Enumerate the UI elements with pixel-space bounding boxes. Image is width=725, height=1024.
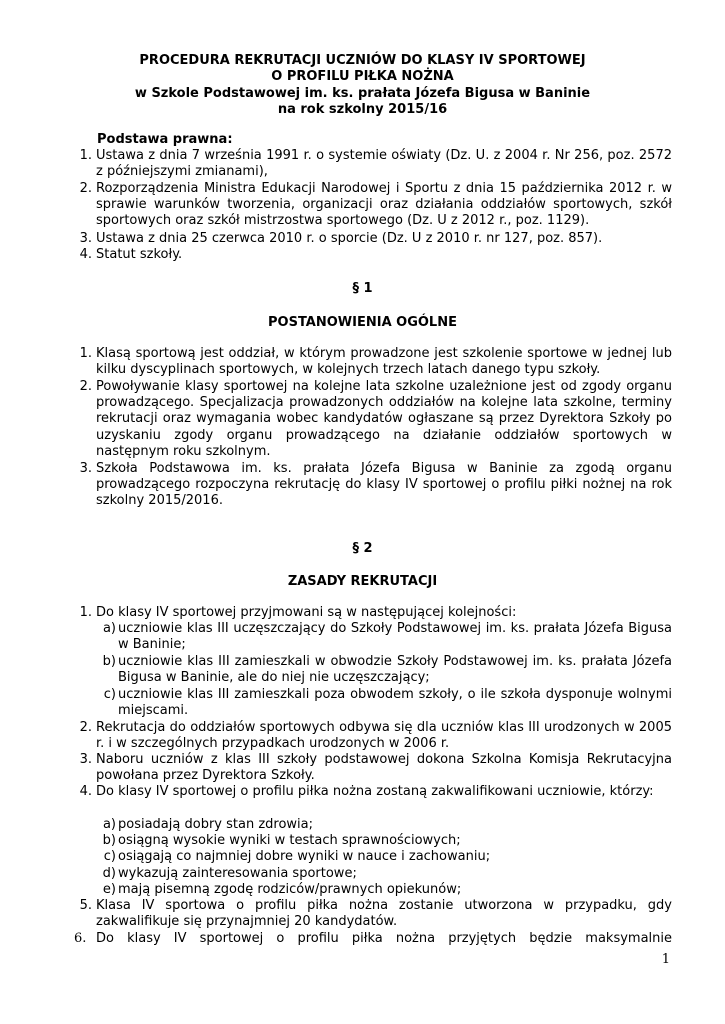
section-2-item	[79, 605, 672, 621]
item-text: Szkoła Podstawowa im. ks. prałata Józefa Bigusa w Baninie za zgodą organu prowadzącego rozpoczyna rekrutację do klasy IV sportowej o profilu piłki nożnej na rok szkolny 2015/2016.	[96, 461, 672, 509]
item-number: 5.	[79, 898, 92, 913]
section-1-item	[79, 346, 672, 378]
section-2-item	[79, 720, 672, 752]
subitem-letter: a)	[102, 621, 116, 636]
item-text: Statut szkoły.	[96, 247, 183, 262]
section-2-subitem	[102, 654, 672, 686]
section-1-item	[79, 461, 672, 510]
subitem-text: uczniowie klas III zamieszkali poza obwodem szkoły, o ile szkoła dysponuje wolnymi miejscami.	[118, 687, 672, 719]
page-number: 1	[661, 952, 670, 967]
item-number: 2.	[79, 181, 92, 196]
section-1-heading: POSTANOWIENIA OGÓLNE	[268, 315, 457, 330]
subitem-text: posiadają dobry stan zdrowia;	[118, 817, 313, 832]
item-number: 3.	[79, 231, 92, 246]
item-number: 1.	[79, 346, 92, 361]
subitem-letter: b)	[102, 654, 116, 669]
section-2-item	[79, 784, 672, 800]
item-text: Do klasy IV sportowej o profilu piłka nożna przyjętych będzie maksymalnie	[96, 931, 672, 946]
subitem-text: osiągają co najmniej dobre wyniki w nauce i zachowaniu;	[118, 849, 491, 864]
subitem-text: uczniowie klas III uczęszczający do Szkoły Podstawowej im. ks. prałata Józefa Bigusa w Baninie;	[118, 621, 672, 653]
section-2-subitem	[102, 817, 672, 833]
section-2-subitem	[103, 687, 672, 719]
title-line-3: w Szkole Podstawowej im. ks. prałata Józefa Bigusa w Baninie	[134, 86, 591, 101]
item-text: Naboru uczniów z klas III szkoły podstawowej dokona Szkolna Komisja Rekrutacyjna powołana przez Dyrektora Szkoły.	[96, 752, 672, 784]
subitem-text: mają pisemną zgodę rodziców/prawnych opiekunów;	[118, 882, 462, 897]
subitem-text: uczniowie klas III zamieszkali w obwodzie Szkoły Podstawowej im. ks. prałata Józefa Bigusa w Baninie, ale do niej nie uczęszczający;	[118, 654, 672, 686]
subitem-letter: c)	[103, 849, 116, 864]
item-number: 3.	[79, 461, 92, 476]
section-2-item	[79, 752, 672, 784]
legal-basis-item	[79, 181, 672, 230]
item-number: 6.	[74, 931, 87, 946]
item-number: 1.	[79, 148, 92, 163]
subitem-letter: c)	[103, 687, 116, 702]
item-number: 4.	[79, 247, 92, 262]
item-number: 2.	[79, 379, 92, 394]
item-number: 1.	[79, 605, 92, 620]
subitem-text: wykazują zainteresowania sportowe;	[118, 866, 357, 881]
section-1-item	[79, 379, 672, 460]
section-2-subitem	[103, 849, 672, 865]
section-2-item	[79, 898, 672, 930]
item-text: Klasa IV sportowa o profilu piłka nożna zostanie utworzona w przypadku, gdy zakwalifikuje się przynajmniej 20 kandydatów.	[96, 898, 672, 930]
item-text: Powoływanie klasy sportowej na kolejne lata szkolne uzależnione jest od zgody organu prowadzącego. Specjalizacja prowadzonych oddziałów na kolejne lata szkolne, terminy rekrutacji oraz wymagania wobec kandydatów ogłaszane są przez Dyrektora Szkoły po uzyskaniu zgody organu prowadzącego na działanie oddziałów sportowych w następnym roku szkolnym.	[96, 379, 672, 459]
legal-basis-item	[79, 247, 672, 263]
subitem-letter: b)	[102, 833, 116, 848]
title-line-1: PROCEDURA REKRUTACJI UCZNIÓW DO KLASY IV SPORTOWEJ	[139, 53, 586, 68]
section-2-sign: § 2	[352, 541, 373, 556]
title-line-4: na rok szkolny 2015/16	[277, 102, 448, 117]
subitem-letter: d)	[102, 866, 116, 881]
title-line-2: O PROFILU PIŁKA NOŻNA	[271, 69, 454, 84]
section-2-subitem	[102, 621, 672, 653]
legal-basis-label: Podstawa prawna:	[97, 132, 233, 147]
section-2-item	[74, 931, 672, 947]
subitem-letter: e)	[102, 882, 116, 897]
item-text: Rozporządzenia Ministra Edukacji Narodowej i Sportu z dnia 15 października 2012 r. w sprawie warunków tworzenia, organizacji oraz działania oddziałów sportowych, szkół sportowych oraz szkół mistrzostwa sportowego (Dz. U z 2012 r., poz. 1129).	[96, 181, 672, 229]
section-1-sign: § 1	[352, 281, 373, 296]
section-2-heading: ZASADY REKRUTACJI	[287, 574, 438, 589]
item-text: Ustawa z dnia 7 września 1991 r. o systemie oświaty (Dz. U. z 2004 r. Nr 256, poz. 2572 z późniejszymi zmianami),	[96, 148, 672, 180]
item-text: Do klasy IV sportowej przyjmowani są w następującej kolejności:	[96, 605, 517, 620]
item-text: Klasą sportową jest oddział, w którym prowadzone jest szkolenie sportowe w jednej lub kilku dyscyplinach sportowych, w kolejnych trzech latach danego typu szkoły.	[96, 346, 672, 378]
section-2-subitem	[102, 866, 672, 882]
legal-basis-item	[79, 148, 672, 180]
item-number: 3.	[79, 752, 92, 767]
item-text: Do klasy IV sportowej o profilu piłka nożna zostaną zakwalifikowani uczniowie, którzy:	[96, 784, 654, 799]
item-number: 4.	[79, 784, 92, 799]
subitem-letter: a)	[102, 817, 116, 832]
section-2-subitem	[102, 882, 672, 898]
item-text: Ustawa z dnia 25 czerwca 2010 r. o sporcie (Dz. U z 2010 r. nr 127, poz. 857).	[96, 231, 603, 246]
subitem-text: osiągną wysokie wyniki w testach sprawnościowych;	[118, 833, 461, 848]
section-2-subitem	[102, 833, 672, 849]
item-text: Rekrutacja do oddziałów sportowych odbywa się dla uczniów klas III urodzonych w 2005 r. i w szczególnych przypadkach urodzonych w 2006 r.	[96, 720, 672, 752]
legal-basis-item	[79, 231, 672, 247]
item-number: 2.	[79, 720, 92, 735]
